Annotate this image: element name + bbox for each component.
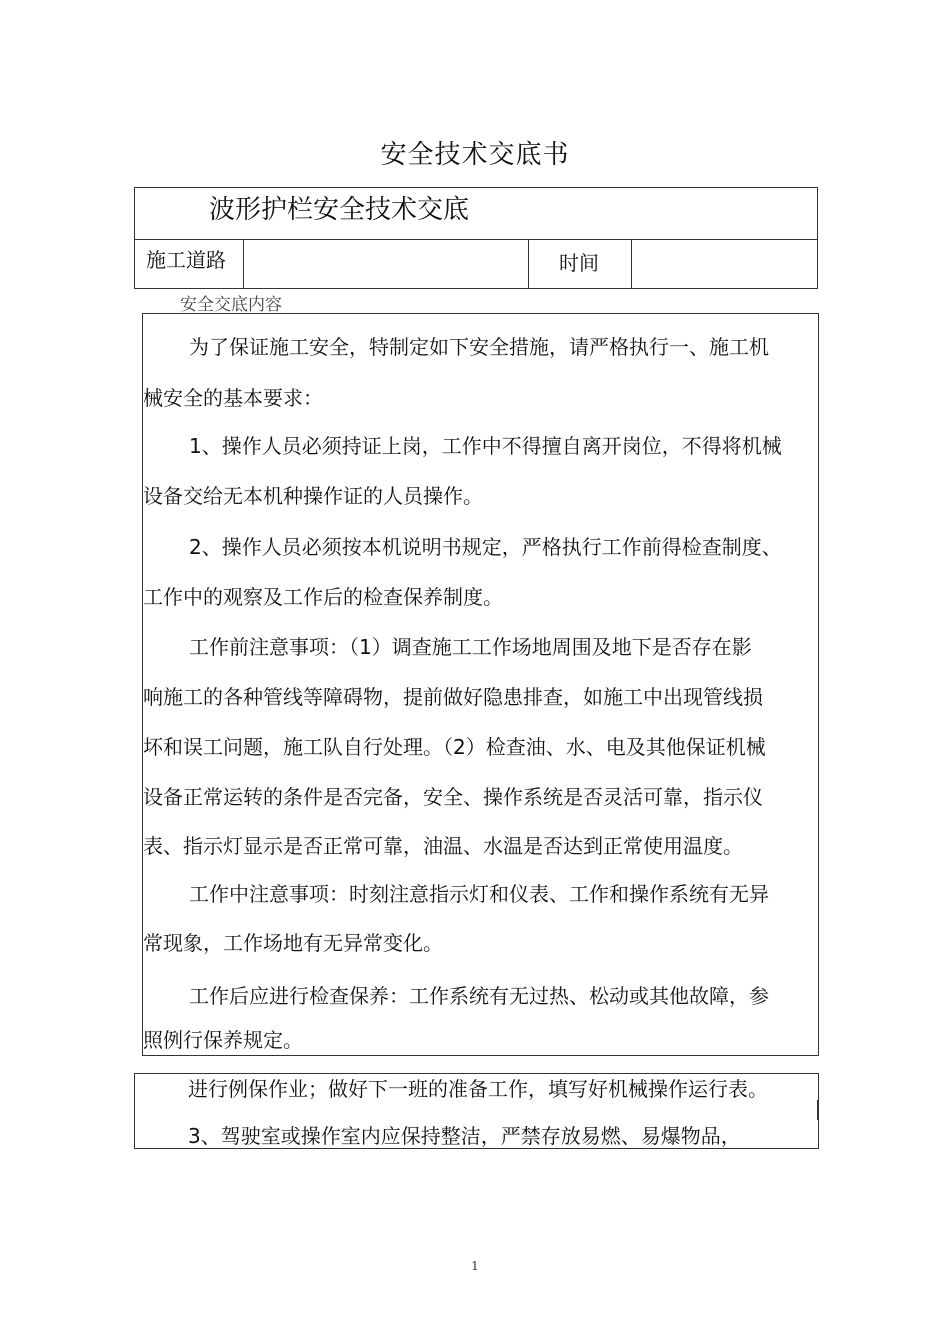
time-label: 时间 <box>559 251 599 275</box>
content-line: 设备交给无本机种操作证的人员操作。 <box>143 484 483 508</box>
continuation-box <box>134 1073 819 1149</box>
content-line: 工作后应进行检查保养：工作系统有无过热、松动或其他故障，参 <box>189 984 769 1008</box>
header-table <box>134 187 818 289</box>
header-column-divider <box>631 239 632 288</box>
continuation-line: 3、驾驶室或操作室内应保持整洁，严禁存放易燃、易爆物品， <box>188 1124 741 1148</box>
continuation-line: 进行例保作业；做好下一班的准备工作，填写好机械操作运行表。 <box>188 1077 768 1101</box>
content-line: 2、操作人员必须按本机说明书规定，严格执行工作前得检查制度、 <box>189 535 782 559</box>
document-subtitle: 波形护栏安全技术交底 <box>209 195 470 225</box>
content-line: 工作中注意事项：时刻注意指示灯和仪表、工作和操作系统有无异 <box>189 882 769 906</box>
road-label: 施工道路 <box>146 248 226 272</box>
content-line: 常现象，工作场地有无异常变化。 <box>143 931 443 955</box>
content-line: 工作前注意事项：（1）调查施工工作场地周围及地下是否存在影 <box>189 635 752 659</box>
content-line: 响施工的各种管线等障碍物，提前做好隐患排查，如施工中出现管线损 <box>143 685 763 709</box>
table-edge-mark <box>817 1100 818 1120</box>
content-line: 为了保证施工安全，特制定如下安全措施，请严格执行一、施工机 <box>189 335 769 359</box>
header-column-divider <box>243 239 244 288</box>
content-line: 表、指示灯显示是否正常可靠，油温、水温是否达到正常使用温度。 <box>143 834 743 858</box>
content-line: 坏和误工问题，施工队自行处理。（2）检查油、水、电及其他保证机械 <box>143 735 766 759</box>
content-line: 械安全的基本要求： <box>143 386 323 410</box>
content-box <box>142 313 819 1056</box>
header-column-divider <box>528 239 529 288</box>
section-label: 安全交底内容 <box>180 295 282 315</box>
content-line: 1、操作人员必须持证上岗，工作中不得擅自离开岗位，不得将机械 <box>189 434 782 458</box>
content-line: 照例行保养规定。 <box>143 1028 303 1052</box>
content-line: 设备正常运转的条件是否完备，安全、操作系统是否灵活可靠，指示仪 <box>143 785 763 809</box>
content-line: 工作中的观察及工作后的检查保养制度。 <box>143 585 503 609</box>
header-divider <box>135 239 817 240</box>
page-number: 1 <box>471 1259 479 1273</box>
document-title: 安全技术交底书 <box>380 140 570 170</box>
